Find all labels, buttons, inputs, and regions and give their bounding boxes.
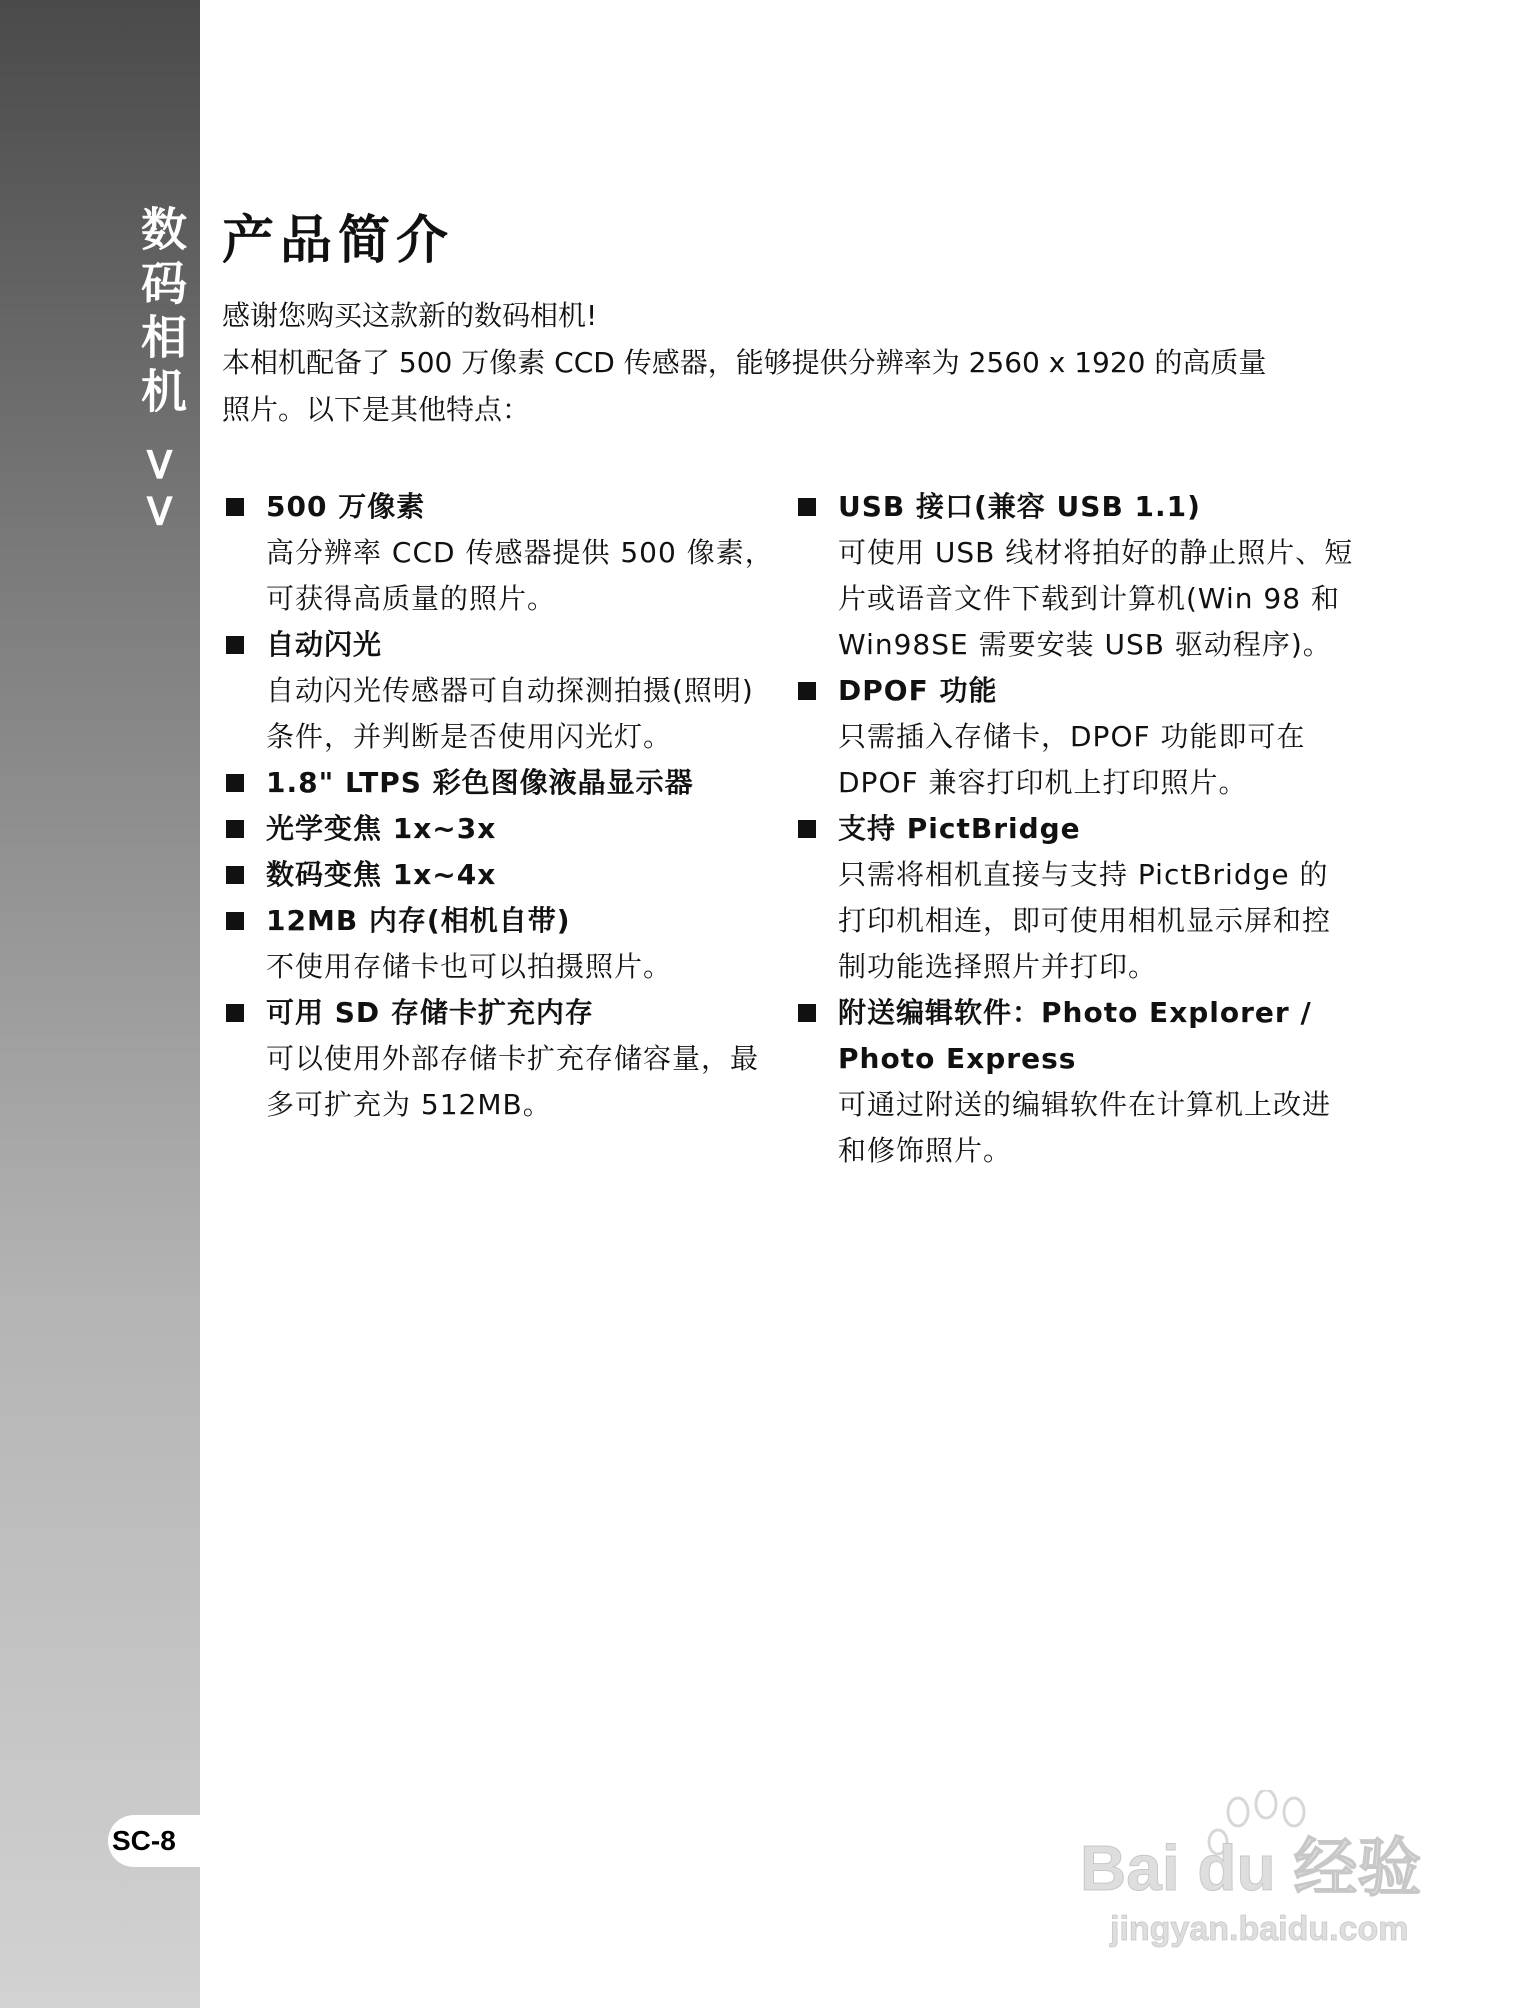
bullet-square-icon [798, 682, 816, 700]
feature-description: 只需插入存储卡，DPOF 功能即可在 DPOF 兼容打印机上打印照片。 [838, 720, 1306, 799]
feature-description: 不使用存储卡也可以拍摄照片。 [266, 950, 673, 983]
feature-title: 数码变焦 1x~4x [266, 858, 497, 891]
feature-item [794, 990, 1354, 1174]
feature-description: 可以使用外部存储卡扩充存储容量，最多可扩充为 512MB。 [266, 1042, 760, 1121]
intro-text [222, 292, 1352, 433]
sidebar [0, 0, 200, 2008]
feature-description: 只需将相机直接与支持 PictBridge 的打印机相连，即可使用相机显示屏和控制功能选择照片并打印。 [838, 858, 1332, 983]
feature-title: USB 接口(兼容 USB 1.1) [838, 490, 1201, 523]
bullet-square-icon [226, 636, 244, 654]
feature-title: 12MB 内存(相机自带) [266, 904, 571, 937]
watermark-brand: Bai du 经验 [1080, 1832, 1422, 1904]
bullet-square-icon [798, 498, 816, 516]
feature-item [222, 898, 782, 990]
bullet-square-icon [226, 866, 244, 884]
feature-item [794, 806, 1354, 990]
feature-title: 可用 SD 存储卡扩充内存 [266, 996, 594, 1029]
intro-line: 照片。以下是其他特点： [222, 393, 531, 426]
feature-item [222, 484, 782, 622]
feature-title: 500 万像素 [266, 490, 426, 523]
feature-title: 支持 PictBridge [838, 812, 1081, 845]
feature-item [222, 806, 782, 852]
feature-title: 1.8" LTPS 彩色图像液晶显示器 [266, 766, 694, 799]
feature-item [222, 760, 782, 806]
bullet-square-icon [226, 1004, 244, 1022]
feature-title: DPOF 功能 [838, 674, 998, 707]
intro-line: 本相机配备了 500 万像素 CCD 传感器，能够提供分辨率为 2560 x 1920 的高质量 [222, 346, 1267, 379]
feature-description: 自动闪光传感器可自动探测拍摄(照明)条件，并判断是否使用闪光灯。 [266, 674, 754, 753]
features-right-column [794, 484, 1354, 1174]
watermark-url: jingyan.baidu.com [1110, 1910, 1409, 1948]
feature-title: 光学变焦 1x~3x [266, 812, 497, 845]
page-number: SC-8 [112, 1825, 176, 1856]
feature-item [222, 852, 782, 898]
intro-line: 感谢您购买这款新的数码相机! [222, 299, 598, 332]
bullet-square-icon [226, 912, 244, 930]
feature-item [794, 484, 1354, 668]
page-title: 产品简介 [222, 211, 455, 271]
feature-item [794, 668, 1354, 806]
bullet-square-icon [226, 774, 244, 792]
feature-title: 附送编辑软件：Photo Explorer / Photo Express [838, 996, 1312, 1075]
feature-description: 高分辨率 CCD 传感器提供 500 像素，可获得高质量的照片。 [266, 536, 774, 615]
feature-description: 可通过附送的编辑软件在计算机上改进和修饰照片。 [838, 1088, 1332, 1167]
feature-title: 自动闪光 [266, 628, 383, 661]
bullet-square-icon [798, 820, 816, 838]
feature-item [222, 622, 782, 760]
bullet-square-icon [226, 498, 244, 516]
baidu-watermark-logo [1070, 1790, 1430, 1950]
feature-item [222, 990, 782, 1128]
features-left-column [222, 484, 782, 1128]
bullet-square-icon [226, 820, 244, 838]
feature-description: 可使用 USB 线材将拍好的静止照片、短片或语音文件下载到计算机(Win 98 和 Win98SE 需要安装 USB 驱动程序)。 [838, 536, 1354, 661]
bullet-square-icon [798, 1004, 816, 1022]
sidebar-title: 数码相机 >> [134, 205, 188, 539]
